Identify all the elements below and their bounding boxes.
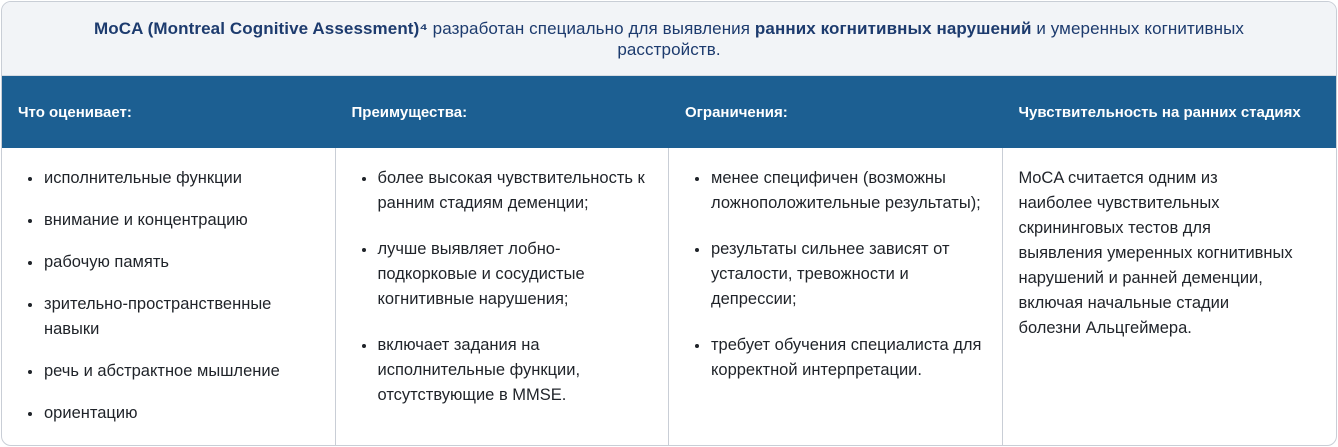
header-advantages: Преимущества: [351, 103, 468, 121]
sensitivity-column [1003, 148, 1336, 446]
list-item: результаты сильнее зависят от усталости, тревожности и депрессии; [693, 237, 982, 312]
limitations-column [669, 148, 1003, 446]
title-description: разработан специально для выявления [427, 18, 755, 38]
title-highlight: ранних когнитивных нарушений [754, 18, 1032, 38]
sensitivity-text: MoCA считается одним из наиболее чувствительных скрининговых тестов для выявления умеренных когнитивных нарушений и ранней деменции, включая начальные стадии болезни Альцгеймера. [1018, 169, 1293, 337]
title-test-name: MoCA (Montreal Cognitive Assessment)⁴ [93, 18, 428, 38]
list-item: речь и абстрактное мышление [26, 359, 315, 384]
advantages-column [336, 148, 670, 446]
list-item: более высокая чувствительность к ранним стадиям деменции; [360, 166, 649, 216]
list-item: зрительно-пространственные навыки [26, 292, 315, 342]
header-assesses: Что оценивает: [18, 103, 132, 121]
table-body-row [2, 148, 1336, 446]
moca-info-card [1, 1, 1337, 446]
list-item: включает задания на исполнительные функции, отсутствующие в MMSE. [360, 333, 649, 408]
assesses-column [2, 148, 336, 446]
list-item: внимание и концентрацию [26, 208, 315, 233]
assesses-list [26, 166, 315, 426]
title-description-end: и умеренных когнитивных расстройств. [617, 18, 1245, 59]
list-item: исполнительные функции [26, 166, 315, 191]
limitations-list [693, 166, 982, 383]
header-sensitivity: Чувствительность на ранних стадиях [1018, 103, 1301, 121]
title-panel [2, 2, 1336, 76]
list-item: ориентацию [26, 401, 315, 426]
title-text [42, 18, 1296, 60]
list-item: лучше выявляет лобно-подкорковые и сосудистые когнитивные нарушения; [360, 237, 649, 312]
list-item: требует обучения специалиста для корректной интерпретации. [693, 333, 982, 383]
advantages-list [360, 166, 649, 408]
list-item: менее специфичен (возможны ложноположительные результаты); [693, 166, 982, 216]
header-limitations: Ограничения: [685, 103, 788, 121]
table-header-row [2, 76, 1336, 148]
list-item: рабочую память [26, 250, 315, 275]
